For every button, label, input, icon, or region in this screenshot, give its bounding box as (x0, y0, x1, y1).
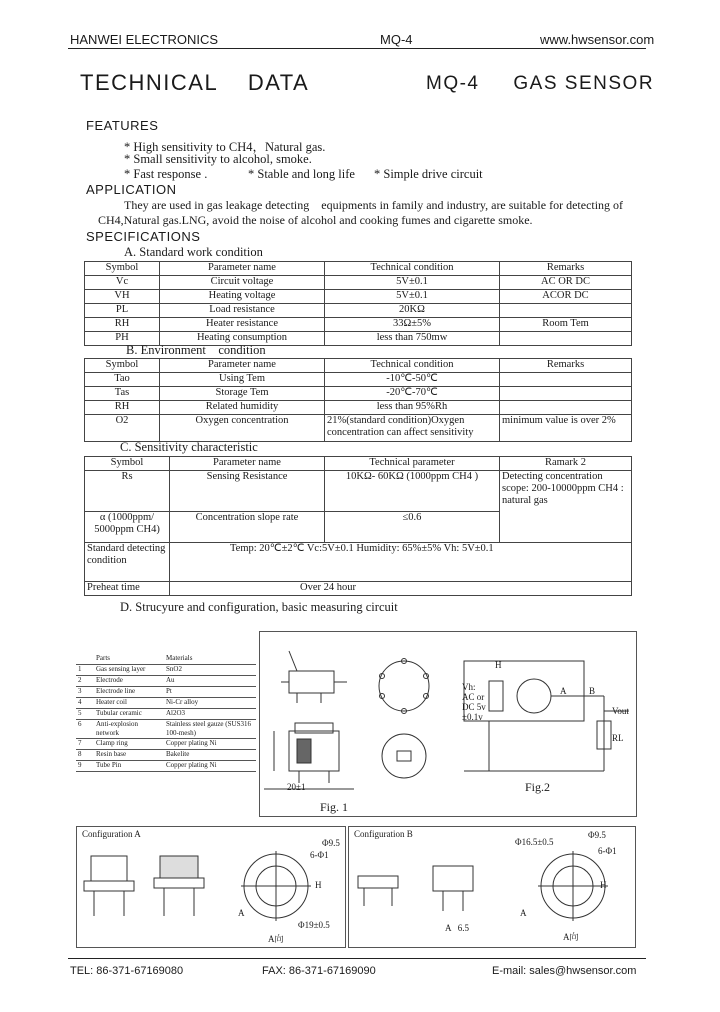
cell: Pt (164, 687, 256, 698)
cell: 8 (76, 750, 94, 761)
header-cell: Parts (94, 654, 164, 665)
cell: Bakelite (164, 750, 256, 761)
cell: Heater resistance (160, 318, 325, 332)
table-row (85, 290, 632, 304)
table-row (76, 761, 256, 772)
cell: SnO2 (164, 665, 256, 676)
config-a-dim3: Φ19±0.5 (298, 920, 330, 930)
table-header-row (85, 359, 632, 373)
table-row (76, 698, 256, 709)
cell: 7 (76, 739, 94, 750)
cell: Anti-explosion network (94, 720, 164, 739)
company-name: HANWEI ELECTRONICS (70, 32, 219, 47)
cell: Copper plating Ni (164, 761, 256, 772)
cell: Room Tem (500, 318, 632, 332)
specifications-heading: SPECIFICATIONS (86, 229, 201, 244)
cell: 5V±0.1 (325, 290, 500, 304)
cell: Using Tem (160, 373, 325, 387)
table-c-title: C. Sensitivity characteristic (120, 440, 258, 454)
configuration-b-drawing (348, 826, 634, 946)
cell (500, 401, 632, 415)
feature-line: * Small sensitivity to alcohol, smoke. (124, 152, 312, 166)
application-text: CH4,Natural gas.LNG, avoid the noise of alcohol and cooking fumes and cigarette smoke. (98, 213, 533, 227)
cell: Detecting concentration scope: 200-10000ppm CH4 : natural gas (500, 471, 632, 543)
cell: Electrode (94, 676, 164, 687)
website-link[interactable]: www.hwsensor.com (540, 32, 655, 47)
cell: Concentration slope rate (170, 512, 325, 543)
cell: ≤0.6 (325, 512, 500, 543)
parts-table (76, 654, 256, 772)
table-row (76, 687, 256, 698)
label: Vh: (462, 682, 476, 692)
cell (500, 387, 632, 401)
application-heading: APPLICATION (86, 182, 177, 197)
header-cell: Parameter name (160, 262, 325, 276)
cell: 5V±0.1 (325, 276, 500, 290)
header-cell: Symbol (85, 359, 160, 373)
cell: PH (85, 332, 160, 346)
header-cell: Parameter name (160, 359, 325, 373)
sensor-body (289, 671, 334, 693)
cell: Load resistance (160, 304, 325, 318)
cell: Gas sensing layer (94, 665, 164, 676)
application-text: They are used in gas leakage detecting equipments in family and industry, are suitable for detecting of (124, 198, 624, 212)
feature-line: * High sensitivity to CH4，Natural gas. (124, 140, 326, 154)
cell: 3 (76, 687, 94, 698)
features-heading: FEATURES (86, 118, 159, 133)
cell: 10KΩ- 60KΩ (1000ppm CH4 ) (325, 471, 500, 512)
page-title: TECHNICAL DATA (80, 70, 310, 95)
header-cell: Remarks (500, 262, 632, 276)
cell: Heater coil (94, 698, 164, 709)
cell: RH (85, 401, 160, 415)
cell: 20KΩ (325, 304, 500, 318)
cell: Clamp ring (94, 739, 164, 750)
table-row (85, 543, 632, 582)
cell: 21%(standard condition)Oxygen concentration can affect sensitivity (325, 415, 500, 442)
config-b-pin-label: A (520, 908, 527, 918)
table-row (85, 582, 632, 596)
table-row (76, 665, 256, 676)
table-row (85, 401, 632, 415)
cell: Vc (85, 276, 160, 290)
feature-line: * Stable and long life (248, 167, 355, 181)
cell (500, 332, 632, 346)
footer-fax: FAX: 86-371-67169090 (262, 965, 376, 977)
cell: Tas (85, 387, 160, 401)
footer-rule (68, 958, 646, 959)
header-cell: Technical condition (325, 262, 500, 276)
table-header-row (76, 654, 256, 665)
table-row (85, 276, 632, 290)
cell: Preheat time (85, 582, 170, 596)
cell: VH (85, 290, 160, 304)
cell: Tube Pin (94, 761, 164, 772)
table-row (76, 709, 256, 720)
cell: 6 (76, 720, 94, 739)
header-cell: Remarks (500, 359, 632, 373)
cell: Al2O3 (164, 709, 256, 720)
table-row (76, 676, 256, 687)
config-b-side-label: A 6.5 (445, 923, 470, 933)
cell: Related humidity (160, 401, 325, 415)
circuit-vout-label: Vout (612, 706, 629, 716)
figure-2-caption: Fig.2 (525, 780, 551, 794)
header-model: MQ-4 (380, 32, 413, 47)
table-row (85, 387, 632, 401)
circuit-b-label: B (589, 686, 596, 696)
cell: 33Ω±5% (325, 318, 500, 332)
cell: ACOR DC (500, 290, 632, 304)
cell: Stainless steel gauze (SUS316 100-mesh) (164, 720, 256, 739)
header-cell: Materials (164, 654, 256, 665)
cell: Resin base (94, 750, 164, 761)
label: DC 5v (462, 702, 486, 712)
table-row (85, 304, 632, 318)
cell: Tubular ceramic (94, 709, 164, 720)
config-b-dim3: Φ16.5±0.5 (515, 837, 554, 847)
configuration-b-label: Configuration B (354, 829, 413, 839)
config-a-h-label: H (315, 880, 322, 890)
table-b-title: B. Environment condition (126, 343, 266, 357)
feature-line: * Fast response . (124, 167, 208, 181)
table-row (85, 373, 632, 387)
circuit-rl-label: RL (612, 733, 624, 743)
cell: less than 95%Rh (325, 401, 500, 415)
label: ±0.1v (462, 712, 483, 722)
cell: Storage Tem (160, 387, 325, 401)
circuit-a-label: A (560, 686, 567, 696)
config-b-view-label: A向 (563, 932, 579, 942)
cell: minimum value is over 2% (500, 415, 632, 442)
cell: PL (85, 304, 160, 318)
figure-1-caption: Fig. 1 (320, 800, 349, 814)
table-row (76, 720, 256, 739)
header-cell: Parameter name (170, 457, 325, 471)
table-sensitivity (84, 456, 632, 596)
configuration-a-label: Configuration A (82, 829, 141, 839)
circuit-h-label: H (495, 660, 502, 670)
cell: O2 (85, 415, 160, 442)
cell (500, 373, 632, 387)
config-a-view-label: A向 (268, 934, 284, 944)
cell: Over 24 hour (170, 582, 632, 596)
cell: Heating consumption (160, 332, 325, 346)
cell: Circuit voltage (160, 276, 325, 290)
header-cell: Ramark 2 (500, 457, 632, 471)
table-standard-work-condition (84, 261, 632, 346)
header-rule (68, 48, 646, 49)
circuit-voltage-label (462, 682, 486, 722)
cell: -10℃-50℃ (325, 373, 500, 387)
sensor-title: MQ-4 GAS SENSOR (426, 73, 655, 94)
sensor-structure-drawing (259, 631, 635, 815)
cell: 1 (76, 665, 94, 676)
config-a-dim1: Φ9.5 (322, 838, 340, 848)
header-cell: Symbol (85, 262, 160, 276)
header-cell (76, 654, 94, 665)
cell: Copper plating Ni (164, 739, 256, 750)
config-b-h-label: H (600, 880, 607, 890)
footer-tel: TEL: 86-371-67169080 (70, 965, 184, 977)
cell: α (1000ppm/ 5000ppm CH4) (85, 512, 170, 543)
cell: 2 (76, 676, 94, 687)
cell: RH (85, 318, 160, 332)
table-row (76, 739, 256, 750)
cell: Heating voltage (160, 290, 325, 304)
table-row (85, 471, 632, 512)
cell: 9 (76, 761, 94, 772)
config-a-dim2: 6-Φ1 (310, 850, 329, 860)
cell: AC OR DC (500, 276, 632, 290)
cell: Au (164, 676, 256, 687)
cell: Rs (85, 471, 170, 512)
cell: Tao (85, 373, 160, 387)
cell: Electrode line (94, 687, 164, 698)
cell (500, 304, 632, 318)
cell: Sensing Resistance (170, 471, 325, 512)
cell: Standard detecting condition (85, 543, 170, 582)
config-a-pin-label: A (238, 908, 245, 918)
header-cell: Technical parameter (325, 457, 500, 471)
cell: less than 750mw (325, 332, 500, 346)
table-header-row (85, 262, 632, 276)
config-b-dim2: 6-Φ1 (598, 846, 617, 856)
header-cell: Symbol (85, 457, 170, 471)
cell: Ni-Cr alloy (164, 698, 256, 709)
cell: -20℃-70℃ (325, 387, 500, 401)
cell: 4 (76, 698, 94, 709)
cell: Oxygen concentration (160, 415, 325, 442)
table-row (85, 318, 632, 332)
table-row (85, 415, 632, 442)
table-header-row (85, 457, 632, 471)
dimension-label: 20±1 (287, 782, 306, 792)
footer-email[interactable]: E-mail: sales@hwsensor.com (492, 965, 637, 977)
feature-line: * Simple drive circuit (374, 167, 483, 181)
table-a-title: A. Standard work condition (124, 245, 263, 259)
table-row (76, 750, 256, 761)
label: AC or (462, 692, 485, 702)
config-b-dim1: Φ9.5 (588, 830, 606, 840)
table-d-title: D. Strucyure and configuration, basic measuring circuit (120, 600, 398, 614)
table-environment-condition (84, 358, 632, 442)
header-cell: Technical condition (325, 359, 500, 373)
cell: 5 (76, 709, 94, 720)
cell: Temp: 20℃±2℃ Vc:5V±0.1 Humidity: 65%±5% Vh: 5V±0.1 (170, 543, 632, 582)
